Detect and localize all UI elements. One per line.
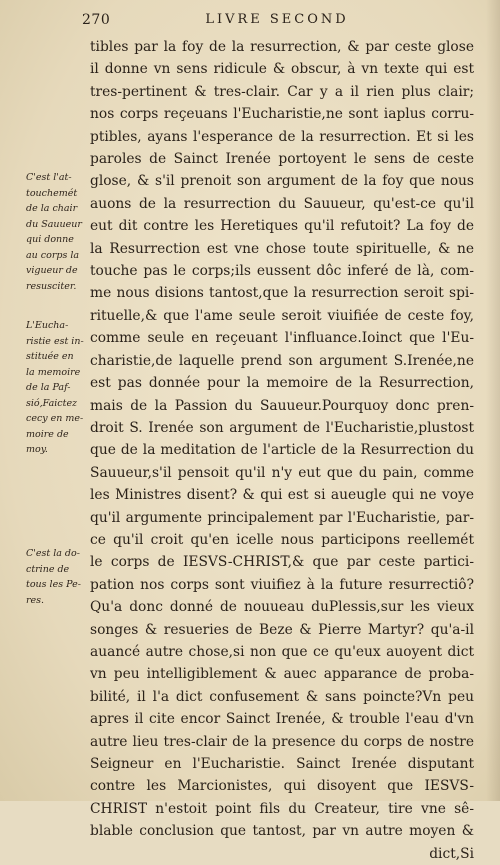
text-line: charistie,de laquelle prend son argument S.Irenée,ne	[90, 352, 474, 369]
text-line: nos corps reçeuans l'Eucharistie,ne sont iaplus corru-	[90, 106, 474, 123]
margin-note-line: cecy en me-	[26, 413, 84, 424]
body-text	[90, 36, 474, 865]
margin-note-line: stituée en	[26, 351, 74, 362]
margin-note-line: resusciter.	[26, 280, 77, 292]
text-line: Qu'a donc donné de nouueau duPlessis,sur les vieux	[90, 599, 474, 616]
text-line: songes & resueries de Beze & Pierre Martyr? qu'a-il	[90, 621, 474, 638]
text-line: mais de la Passion du Sauueur.Pourquoy donc pren-	[90, 397, 474, 414]
text-line: est pas donnée pour la memoire de la Resurrection,	[90, 375, 474, 392]
text-line: bilité, il l'a dict confusement & sans poincte?Vn peu	[90, 688, 474, 705]
text-line: que de la meditation de l'article de la Resurrection du	[90, 442, 474, 459]
text-line: ptibles, ayans l'esperance de la resurrection. Et si les	[90, 128, 474, 145]
margin-note-line: ctrine de	[26, 563, 70, 575]
margin-note-line: L'Eucha-	[26, 320, 69, 331]
text-line: dict,Si	[429, 845, 474, 862]
margin-note-line: sió,Faictez	[26, 397, 78, 409]
margin-note-line: de la chair	[26, 203, 78, 214]
text-line: tres-pertinent & tres-clair. Car y a il rien plus clair;	[90, 83, 474, 100]
text-line: comme seule en reçeuant l'influance.Ioinct que l'Eu-	[90, 330, 474, 347]
margin-note-line: C'est l'at-	[26, 172, 72, 183]
text-line: Seigneur en l'Eucharistie. Sainct Irenée disputant	[90, 756, 474, 772]
margin-note-line: ristie est in-	[26, 335, 84, 347]
margin-note-line: du Sauueur	[26, 218, 82, 230]
margin-note-line: C'est la do-	[26, 548, 80, 559]
page-number: 270	[82, 12, 111, 28]
text-line: ce qu'il croit qu'en icelle nous participons reellemét	[90, 531, 474, 548]
running-title: LIVRE SECOND	[205, 12, 349, 27]
text-line: la Resurrection est vne chose toute spirituelle, & ne	[90, 240, 474, 257]
margin-note-eucharistie-memoire	[26, 318, 90, 458]
text-line: CHRIST n'estoit point fils du Createur, tire vne sê-	[90, 800, 474, 817]
text-line: tibles par la foy de la resurrection, & par ceste glose	[90, 39, 474, 55]
text-line: auons de la resurrection du Sauueur, qu'est-ce qu'il	[90, 195, 474, 212]
margin-note-line: touchemét	[26, 187, 78, 199]
margin-note-line: moire de	[26, 428, 69, 440]
text-line: blable conclusion que tantost, par vn autre moyen &	[90, 823, 474, 840]
margin-note-line: au corps la	[26, 249, 80, 261]
text-line: touche pas le corps;ils eussent dôc inferé de là, com-	[90, 263, 474, 280]
text-line: pation nos corps sont viuifiez à la future resurrectiô?	[90, 576, 474, 593]
text-line: droit S. Irenée son argument de l'Eucharistie,plustost	[90, 419, 474, 436]
text-line: auancé autre chose,si non que ce qu'eux auoyent dict	[90, 643, 474, 660]
text-line: contre les Marcionistes, qui disoyent que IESVS-	[90, 778, 474, 795]
text-line: autre lieu tres-clair de la presence du corps de nostre	[90, 733, 474, 750]
margin-note-line: res.	[26, 594, 45, 606]
page-header	[82, 12, 472, 38]
text-line: le corps de IESVS-CHRIST,& que par ceste partici-	[90, 554, 474, 571]
margin-note-line: vigueur de	[26, 265, 78, 276]
text-line: eut dit contre les Heretiques qu'il refutoit? La foy de	[90, 218, 474, 235]
margin-note-line: tous les Pe-	[26, 579, 81, 590]
margin-note-line: la memoire	[26, 366, 81, 378]
text-line: il donne vn sens ridicule & obscur, à vn texte qui est	[90, 61, 474, 78]
margin-note-line: qui donne	[26, 234, 74, 245]
text-line: les Ministres disent? & qui est si aueugle qui ne voye	[90, 487, 474, 504]
text-line: rituelle,& que l'ame seule seroit viuifiée de ceste foy,	[90, 307, 474, 324]
text-line: glose, & s'il prenoit son argument de la foy que nous	[90, 173, 474, 190]
margin-note-line: de la Paf-	[26, 382, 71, 393]
text-line: paroles de Sainct Irenée portoyent le sens de ceste	[90, 151, 474, 168]
margin-note-line: moy.	[26, 444, 48, 455]
text-line: me nous disions tantost,que la resurrection seroit spi-	[90, 285, 474, 302]
margin-note-chair-du-sauveur	[26, 170, 90, 294]
text-line: Sauueur,s'il pensoit qu'il n'y eut que du pain, comme	[90, 464, 474, 481]
text-line: apres il cite encor Sainct Irenée, & trouble l'eau d'vn	[90, 711, 474, 728]
margin-note-doctrine-des-peres	[26, 546, 90, 608]
text-line: qu'il argumente principalement par l'Eucharistie, par-	[90, 509, 474, 526]
page-edge-shadow	[486, 0, 500, 801]
text-line: vn peu intelligiblement & auec apparance de proba-	[90, 666, 474, 683]
